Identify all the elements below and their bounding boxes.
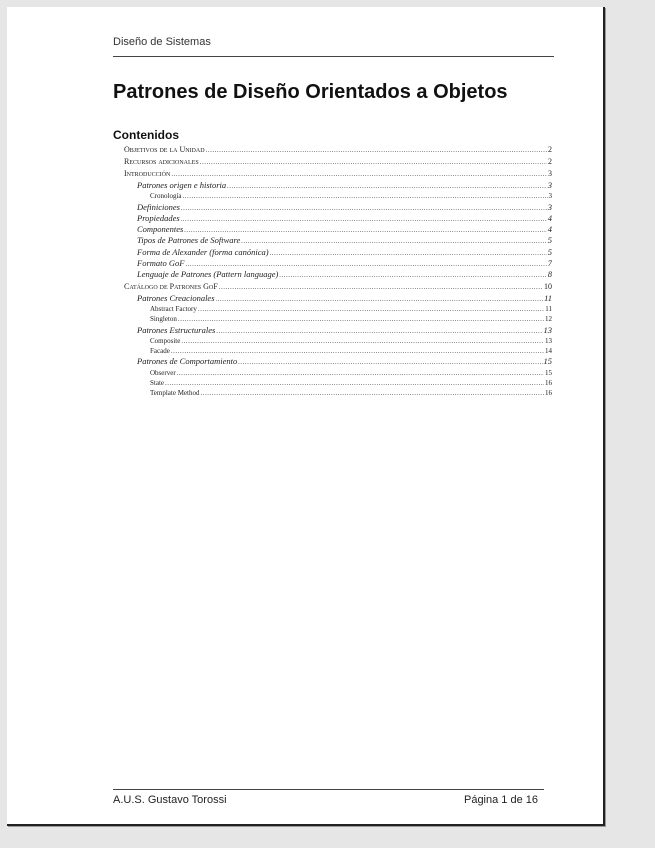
toc-entry-title: Introducción — [124, 169, 171, 178]
toc-entry-title: Observer — [150, 368, 176, 377]
toc-leader-dots — [198, 304, 544, 314]
toc-entry-title: Abstract Factory — [150, 304, 197, 313]
toc-entry-title: Lenguaje de Patrones (Pattern language) — [137, 269, 279, 280]
document-page — [7, 7, 605, 826]
toc-entry-page: 14 — [545, 347, 552, 356]
toc-leader-dots — [171, 168, 547, 180]
toc-leader-dots — [241, 236, 546, 246]
header-divider — [113, 56, 554, 57]
toc-entry-page: 4 — [547, 212, 552, 223]
toc-leader-dots — [171, 346, 544, 356]
toc-entry[interactable] — [113, 144, 552, 156]
toc-leader-dots — [227, 181, 547, 191]
toc-leader-dots — [219, 281, 543, 293]
toc-entry[interactable] — [113, 325, 552, 336]
toc-entry-page: 11 — [545, 304, 552, 313]
toc-entry[interactable] — [113, 224, 552, 235]
toc-entry[interactable] — [113, 346, 552, 356]
toc-entry-title: Formato GoF — [137, 258, 185, 269]
toc-leader-dots — [270, 248, 547, 258]
toc-leader-dots — [184, 225, 546, 235]
toc-entry-page: 10 — [544, 281, 552, 291]
toc-leader-dots — [165, 378, 544, 388]
toc-leader-dots — [181, 336, 544, 346]
toc-entry-page: 12 — [545, 315, 552, 324]
toc-entry[interactable] — [113, 336, 552, 346]
toc-leader-dots — [279, 270, 546, 280]
toc-entry[interactable] — [113, 156, 552, 168]
toc-heading: Contenidos — [113, 128, 179, 142]
toc-entry[interactable] — [113, 378, 552, 388]
toc-entry-page: 2 — [548, 145, 552, 154]
toc-entry-title: Composite — [150, 336, 181, 345]
toc-entry-page: 16 — [545, 389, 552, 398]
footer-divider — [113, 789, 544, 790]
toc-entry[interactable] — [113, 191, 552, 201]
toc-entry-title: Recursos adicionales — [124, 157, 199, 166]
toc-entry[interactable] — [113, 168, 552, 180]
toc-leader-dots — [216, 326, 542, 336]
toc-entry-page: 5 — [547, 246, 552, 257]
toc-entry[interactable] — [113, 235, 552, 246]
toc-entry-page: 15 — [543, 356, 552, 367]
toc-entry-page: 7 — [547, 258, 552, 269]
toc-entry-title: Objetivos de la Unidad — [124, 145, 205, 154]
toc-entry[interactable] — [113, 304, 552, 314]
toc-entry[interactable] — [113, 388, 552, 398]
toc-leader-dots — [238, 357, 542, 367]
toc-leader-dots — [181, 203, 547, 213]
toc-entry-page: 4 — [547, 224, 552, 235]
toc-leader-dots — [216, 294, 544, 304]
toc-leader-dots — [181, 214, 547, 224]
toc-entry-title: Tipos de Patrones de Software — [137, 235, 241, 246]
toc-entry-title: Patrones Creacionales — [137, 292, 215, 303]
toc-entry-page: 13 — [545, 336, 552, 345]
toc-entry[interactable] — [113, 356, 552, 367]
toc-entry-page: 3 — [547, 180, 552, 190]
toc-entry[interactable] — [113, 247, 552, 258]
toc-leader-dots — [206, 144, 547, 156]
document-title: Patrones de Diseño Orientados a Objetos — [113, 81, 508, 103]
toc-leader-dots — [177, 368, 544, 378]
toc-entry-page: 13 — [543, 324, 552, 335]
toc-leader-dots — [200, 156, 547, 168]
toc-entry-page: 15 — [545, 368, 552, 377]
toc-entry[interactable] — [113, 180, 552, 191]
toc-entry-title: Componentes — [137, 224, 184, 235]
toc-entry[interactable] — [113, 293, 552, 304]
running-header: Diseño de Sistemas — [113, 36, 211, 48]
footer-author: A.U.S. Gustavo Torossi — [113, 794, 227, 806]
toc-entry-title: Cronología — [150, 192, 182, 201]
footer-page-indicator: Página 1 de 16 — [463, 794, 538, 806]
toc-leader-dots — [185, 259, 546, 269]
toc-entry-title: Patrones de Comportamiento — [137, 356, 238, 367]
toc-entry-title: Forma de Alexander (forma canónica) — [137, 246, 269, 257]
toc-leader-dots — [178, 314, 544, 324]
toc-entry-page: 3 — [548, 192, 552, 201]
toc-entry-title: Definiciones — [137, 201, 180, 212]
toc-leader-dots — [200, 388, 544, 398]
toc-entry[interactable] — [113, 258, 552, 269]
toc-entry-page: 3 — [547, 201, 552, 212]
toc-entry-title: Catálogo de Patrones GoF — [124, 281, 218, 291]
toc-entry[interactable] — [113, 281, 552, 293]
toc-entry[interactable] — [113, 368, 552, 378]
toc-leader-dots — [183, 191, 548, 201]
toc-entry-title: Patrones Estructurales — [137, 324, 216, 335]
toc-entry-title: Template Method — [150, 389, 200, 398]
toc-entry-title: State — [150, 379, 164, 388]
toc-entry-title: Propiedades — [137, 212, 180, 223]
toc-entry-page: 11 — [544, 292, 552, 303]
table-of-contents — [113, 144, 552, 399]
toc-entry[interactable] — [113, 213, 552, 224]
toc-entry-page: 16 — [545, 379, 552, 388]
toc-entry-title: Singleton — [150, 315, 177, 324]
toc-entry[interactable] — [113, 202, 552, 213]
toc-entry-page: 2 — [548, 157, 552, 166]
toc-entry-page: 5 — [547, 235, 552, 246]
toc-entry[interactable] — [113, 269, 552, 280]
toc-entry-title: Facade — [150, 347, 170, 356]
toc-entry-page: 3 — [548, 169, 552, 178]
toc-entry-page: 8 — [547, 269, 552, 280]
toc-entry-title: Patrones origen e historia — [137, 180, 227, 190]
toc-entry[interactable] — [113, 314, 552, 324]
